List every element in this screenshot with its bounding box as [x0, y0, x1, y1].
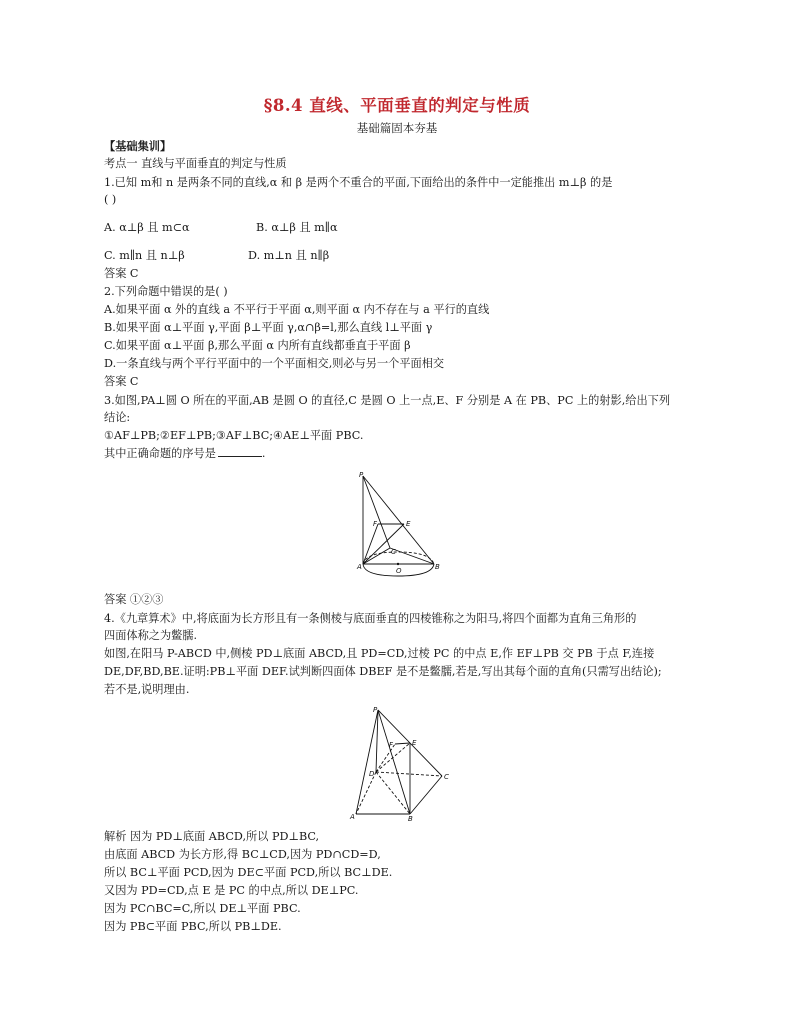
- q2-stem: 2.下列命题中错误的是( ): [104, 285, 228, 298]
- q4-label-p: P: [373, 706, 378, 714]
- q4-line2: 四面体称之为鳖臑.: [104, 629, 198, 642]
- q4-solution-5: 因为 PC∩BC=C,所以 DE⊥平面 PBC.: [104, 902, 301, 915]
- q3-line3: ①AF⊥PB;②EF⊥PB;③AF⊥BC;④AE⊥平面 PBC.: [104, 429, 364, 442]
- q4-line4: DE,DF,BD,BE.证明:PB⊥平面 DEF.试判断四面体 DBEF 是不是鳖臑,若是,写出其每个面的直角(只需写出结论);: [104, 665, 662, 678]
- q1-answer: 答案 C: [104, 267, 139, 280]
- q3-label-c: C: [391, 548, 396, 556]
- kaodian-heading: 考点一 直线与平面垂直的判定与性质: [104, 157, 287, 170]
- q4-solution-1: 解析 因为 PD⊥底面 ABCD,所以 PD⊥BC,: [104, 830, 320, 843]
- q3-label-b: B: [435, 563, 440, 571]
- q1-option-b: B. α⊥β 且 m∥α: [256, 221, 338, 234]
- q4-label-b: B: [408, 815, 413, 822]
- q4-label-f: F: [389, 741, 394, 749]
- q3-answer: 答案 ①②③: [104, 593, 164, 606]
- page-title: §8.4 直线、平面垂直的判定与性质: [263, 96, 531, 115]
- q1-option-a: A. α⊥β 且 m⊂α: [104, 221, 190, 234]
- q3-label-a: A: [357, 563, 362, 571]
- q2-option-c: C.如果平面 α⊥平面 β,那么平面 α 内所有直线都垂直于平面 β: [104, 339, 411, 352]
- q4-label-e: E: [412, 739, 417, 747]
- q1-option-d: D. m⊥n 且 n∥β: [248, 249, 330, 262]
- section-label: 【基础集训】: [104, 139, 172, 153]
- answer-blank: [218, 446, 262, 457]
- q3-label-o: O: [396, 567, 402, 575]
- q3-figure: [348, 470, 444, 578]
- q4-label-c: C: [444, 773, 449, 781]
- q3-line1: 3.如图,PA⊥圆 O 所在的平面,AB 是圆 O 的直径,C 是圆 O 上一点,E、F 分别是 A 在 PB、PC 上的射影,给出下列: [104, 394, 671, 407]
- q3-line4: 其中正确命题的序号是 .: [104, 447, 266, 460]
- q4-solution-6: 因为 PB⊂平面 PBC,所以 PB⊥DE.: [104, 920, 282, 933]
- q3-line2: 结论:: [104, 411, 131, 424]
- q1-option-c: C. m∥n 且 n⊥β: [104, 249, 185, 262]
- page-subtitle: 基础篇固本夯基: [356, 121, 438, 135]
- q4-line5: 若不是,说明理由.: [104, 683, 190, 696]
- q2-option-b: B.如果平面 α⊥平面 γ,平面 β⊥平面 γ,α∩β=l,那么直线 l⊥平面 γ: [104, 321, 433, 334]
- q4-line1: 4.《九章算术》中,将底面为长方形且有一条侧棱与底面垂直的四棱锥称之为阳马,将四个面都为直角三角形的: [104, 612, 637, 625]
- q2-option-d: D.一条直线与两个平行平面中的一个平面相交,则必与另一个平面相交: [104, 357, 445, 370]
- q4-label-d: D: [369, 770, 375, 778]
- q4-solution-3: 所以 BC⊥平面 PCD,因为 DE⊂平面 PCD,所以 BC⊥DE.: [104, 866, 393, 879]
- q1-stem: 1.已知 m和 n 是两条不同的直线,α 和 β 是两个不重合的平面,下面给出的条件中一定能推出 m⊥β 的是: [104, 176, 613, 189]
- q4-solution-2: 由底面 ABCD 为长方形,得 BC⊥CD,因为 PD∩CD=D,: [104, 848, 381, 861]
- q1-paren: ( ): [104, 193, 117, 206]
- q4-figure: [338, 704, 458, 822]
- q2-answer: 答案 C: [104, 375, 139, 388]
- q4-solution-4: 又因为 PD=CD,点 E 是 PC 的中点,所以 DE⊥PC.: [104, 884, 359, 897]
- q4-line3: 如图,在阳马 P-ABCD 中,侧棱 PD⊥底面 ABCD,且 PD=CD,过棱 PC 的中点 E,作 EF⊥PB 交 PB 于点 F,连接: [104, 647, 655, 660]
- q4-label-a: A: [350, 813, 355, 821]
- q3-label-f: F: [373, 520, 378, 528]
- q3-label-e: E: [406, 520, 411, 528]
- q3-label-p: P: [359, 471, 364, 479]
- q2-option-a: A.如果平面 α 外的直线 a 不平行于平面 α,则平面 α 内不存在与 a 平行的直线: [104, 303, 490, 316]
